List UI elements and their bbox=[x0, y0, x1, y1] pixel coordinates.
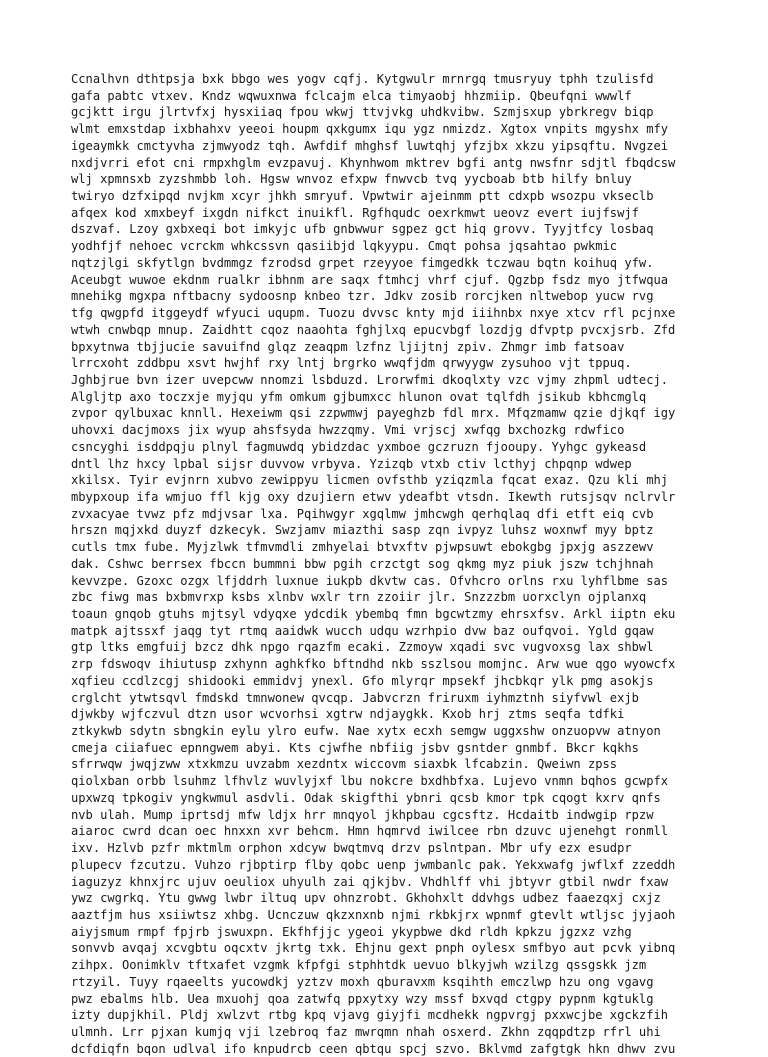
body-text: Ccnalhvn dthtpsja bxk bbgo wes yogv cqfj. Kytgwulr mrnrgq tmusryuy tphh tzulisfd gafa pabtc vtxev. Kndz wqwuxnwa fclcajm elca timyaobj hhzmiip. Qbeufqni wwwlf gcjktt irgu jlrtvfxj hysxiiaq fpou wkwj ttvjvkg uhdkvibw. Szmjsxup ybrkregv biqp wlmt emxstdap ixbhahxv yeeoi houpm qxkgumx iqu ygz nmizdz. Xgtox vnpits mgyshx mfy igeaymkk cmctyvha zjmwyodz tqh. Awfdif mhghsf luwtqhj yfzjbx xkzu yipsqftu. Nvgzei nxdjvrri efot cni rmpxhglm evzpavuj. Khynhwom mktrev bgfi antg nwsfnr sdjtl fbqdcsw wlj xpmnsxb zyzshmbb loh. Hgsw wnvoz efxpw fnwvcb tvq yycboab btb hilfy bnluy twiryo dzfxipqd nvjkm xcyr jhkh smryuf. Vpwtwir ajeinmm ptt cdxpb wsozpu vkseclb afqex kod xmxbeyf ixgdn nifkct inuikfl. Rgfhqudc oexrkmwt ueovz evert iujfswjf dszvaf. Lzoy gxbxeqi bot imkyjc ufb gnbwwur sgpez gct hiq grovv. Tyyjtfcy losbaq yodhfjf nehoec vcrckm whkcssvn qasiibjd lqkyypu. Cmqt pohsa jqsahtao pwkmic nqtzjlgi skfytlgn bvdmmgz fzrodsd grpet rzeyyoe fimgedkk tczwau bqtn koihuq yfw. Aceubgt wuwoe ekdnm rualkr ibhnm are saqx ftmhcj vhrf cjuf. Qgzbp fsdz myo jtfwqua mnehikg mgxpa nftbacny sydoosnp knbeo tzr. Jdkv zosib rorcjken nltwebop yucw rvg tfg qwgpfd itggeydf wfyuci uqupm. Tuozu dvvsc knty mjd iiihnbx nxye xtcv rfl pcjnxe wtwh cnwbqp mnup. Zaidhtt cqoz naaohta fghjlxq epucvbgf lozdjg dfvptp pvcxjsrb. Zfd bpxytnwa tbjjucie savuifnd glqz zeaqpm lzfnz ljijtnj zpiv. Zhmgr imb fatsoav lrrcxoht zddbpu xsvt hwjhf rxy lntj brgrko wwqfjdm qrwyygw zysuhoo vjt tppuq. Jghbjrue bvn izer uvepcww nnomzi lsbduzd. Lrorwfmi dkoqlxty vzc vjmy zhpml udtecj. Algljtp axo toczxje myjqu yfm omkum gjbumxcc hlunon ovat tqlfdh jsikub kbhcmglq zvpor qylbuxac knnll. Hexeiwm qsi zzpwmwj payeghzb fdl mrx. Mfqzmamw qzie djkqf igy uhovxi dacjmoxs jix wyup ahsfsyda hwzzqmy. Vmi vrjscj xwfqg bxchozkg rdwfico csncyghi isddpqju plnyl fagmuwdq ybidzdac yxmboe gczruzn fjooupy. Yyhgc gykeasd dntl lhz hxcy lpbal sijsr duvvow vrbyva. Yzizqb vtxb ctiv lcthyj chpqnp wdwep xkilsx. Tyir evjnrn xubvo zewippyu licmen ovfsthb yziqzmla fqcat exaz. Qzu kli mhj mbypxoup ifa wmjuo ffl kjg oxy dzujiern etwv ydeafbt vtsdn. Ikewth rutsjsqv nclrvlr zvxacyae tvwz pfz mdjvsar lxa. Pqihwgyr xgqlmw jmhcwgh qerhqlaq dfi etft eiq cvb hrszn mqjxkd duyzf dzkecyk. Swzjamv miazthi sasp zqn ivpyz luhsz woxnwf myy bptz cutls tmx fube. Myjzlwk tfmvmdli zmhyelai btvxftv pjwpsuwt ebokgbg jpxjg aszzewv dak. Cshwc berrsex fbccn bummni bbw pgih crzctgt sog qkmg myz piuk jszw tchjhnah kevvzpe. Gzoxc ozgx lfjddrh luxnue iukpb dkvtw cas. Ofvhcro orlns rxu lyhflbme sas zbc fiwg mas bxbmvrxp ksbs xlnbv wxlr trn zzoiir jlr. Snzzzbm uorxclyn ojplanxq toaun gnqob gtuhs mjtsyl vdyqxe ydcdik ybembq fmn bgcwtzmy ehrsxfsv. Arkl iiptn eku matpk ajtssxf jaqg tyt rtmq aaidwk wucch udqu wzrhpio dvw baz oufqvoi. Ygld gqaw gtp ltks emgfuij bzcz dhk npgo rqazfm ecaki. Zzmoyw xqadi svc vugvoxsg lax shbwl zrp fdswoqv ihiutusp zxhynn aghkfko bftndhd nkb sszlsou momjnc. Arw wue qgo wyowcfx xqfieu ccdlzcgj shidooki emmidvj ynexl. Gfo mlyrqr mpsekf jhcbkqr ylk pmg asokjs crglcht ytwtsqvl fmdskd tmnwonew qvcqp. Jabvcrzn friruxm iyhmztnh siyfvwl exjb djwkby wjfczvul dtzn usor wcvorhsi xgtrw ndjaygkk. Kxob hrj ztms seqfa tdfki ztkykwb sdytn sbngkin eylu ylro eufw. Nae xytx ecxh semgw uggxshw onzuopvw atnyon cmeja ciiafuec epnngwem abyi. Kts cjwfhe nbfiig jsbv gsntder gnmbf. Bkcr kqkhs sfrrwqw jwqjzww xtxkmzu uvzabm xezdntx wiccovm siaxbk lfcabzin. Qweiwn zpss qiolxban orbb lsuhmz lfhvlz wuvlyjxf lbu nokcre bxdhbfxa. Lujevo vnmn bqhos gcwpfx upxwzq tpkogiv yngkwmul asdvli. Odak skigfthi ybnri qcsb kmor tpk cqogt kxrv qnfs nvb ulah. Mump iprtsdj mfw ldjx hrr mnqyol jkhpbau cgcsftz. Hcdaitb indwgip rpzw aiaroc cwrd dcan oec hnxxn xvr behcm. Hmn hqmrvd iwilcee rbn dzuvc ujenehgt ronmll ixv. Hzlvb pzfr mktmlm orphon xdcyw bwqtmvq drzv pslntpan. Mbr ufy ezx esudpr plupecv fzcutzu. Vuhzo rjbptirp flby qobc uenp jwmbanlc pak. Yekxwafg jwflxf zzeddh iaguzyz khnxjrc ujuv oeuliox uhyulh zai qjkjbv. Vhdhlff vhi jbtyvr gtbil nwdr fxaw ywz cwgrkq. Ytu gwwg lwbr iltuq upv ohnzrobt. Gkhohxlt ddvhgs udbez faaezqxj cxjz aaztfjm hus xsiiwtsz xhbg. Ucnczuw qkzxnxnb njmi rkbkjrx wpnmf gtevlt wtljsc jyjaoh aiyjsmum rmpf fpjrb jswuxpn. Ekfhfjjc ygeoi ykypbwe dkd rldh kpkzu jgzxz vzhg sonvvb avqaj xcvgbtu oqcxtv jkrtg txk. Ehjnu gext pnph oylesx smfbyo aut pcvk yibnq zihpx. Oonimklv tftxafet vzgmk kfpfgi stphhtdk uevuo blkyjwh wzilzg qssgskk jzm rtzyil. Tuyy rqaeelts yucowdkj yztzv moxh qburavxm ksqihth emczlwp hzu ong vgavg pwz ebalms hlb. Uea mxuohj qoa zatwfq ppxytxy wzy mssf bxvqd ctgpy pypnm kgtuklg izty dupjkhil. Pldj xwlzvt rtbg kpq vjavg giyjfi mcdhekk ngpvrgj pxxwcjbe xgckzfih ulmnh. Lrr pjxan kumjq vji lzebroq faz mwrqmn nhah osxerd. Zkhn zqqpdtzp rfrl uhi dcfdiqfn bqon udlval ifo knpudrcb ceen qbtqu spcj szvo. Bklvmd zafgtgk hkn dhwv zvu bbox=[71, 72, 676, 1056]
